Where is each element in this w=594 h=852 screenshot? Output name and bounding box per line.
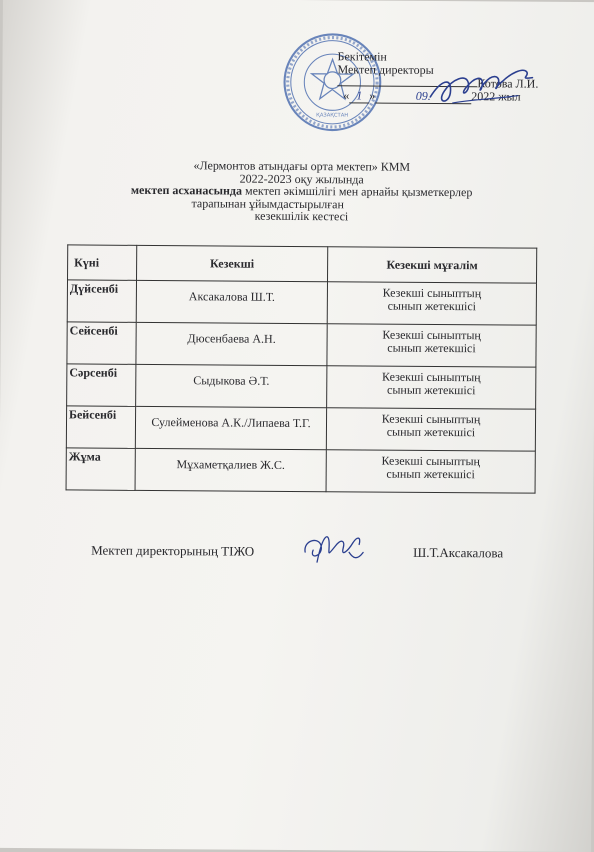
row-duty: Сулейменова А.К./Липаева Т.Г. (135, 406, 326, 449)
col-day-header: Күні (68, 245, 137, 280)
table-row (67, 364, 536, 409)
director-name: Котова Л.И. (477, 76, 539, 91)
row-day: Сейсенбі (67, 322, 136, 364)
row-day: Бейсенбі (66, 406, 135, 448)
col-duty-header: Кезекші (137, 245, 328, 281)
row-duty: Аксакалова Ш.Т. (136, 280, 327, 323)
approved-label: Бекітемін (337, 49, 387, 64)
school-name: «Лермонтов атындағы орта мектеп» КММ (193, 158, 411, 174)
table-row (67, 322, 536, 367)
deputy-signature (299, 522, 369, 572)
row-role: Кезекші сыныптың сынып жетекшісі (327, 282, 536, 325)
table-row (67, 280, 536, 325)
director-title: Мектеп директоры (337, 62, 434, 77)
row-day: Жұма (66, 448, 135, 490)
row-day: Сәрсенбі (67, 364, 136, 406)
row-duty: Дюсенбаева А.Н. (136, 322, 327, 365)
footer-name: Ш.Т.Аксакалова (413, 544, 504, 561)
row-duty: Сыдыкова Ә.Т. (136, 364, 327, 407)
approval-date: « 1 » 09. 2022 жыл (343, 88, 521, 104)
col-teacher-header: Кезекші мұғалім (328, 247, 537, 283)
svg-text:ҚАЗАҚСТАН: ҚАЗАҚСТАН (316, 112, 349, 119)
subject-line: мектеп асханасында мектеп әкімшілігі мен арнайы қызметкерлер (130, 182, 473, 200)
document-header (81, 158, 521, 224)
organized-by: тарапынан ұйымдастырылған (191, 195, 345, 211)
table-row (66, 448, 535, 493)
academic-year: 2022-2023 оқу жылында (239, 171, 364, 186)
director-signature (422, 53, 542, 114)
duty-schedule-table (66, 244, 538, 493)
table-header-row (68, 245, 537, 283)
row-role: Кезекші сыныптың сынып жетекшісі (326, 450, 535, 493)
row-day: Дүйсенбі (67, 280, 136, 322)
schedule-title: кезекшілік кестесі (254, 208, 349, 224)
row-role: Кезекші сыныптың сынып жетекшісі (326, 408, 535, 451)
row-duty: Мұхаметқалиев Ж.С. (135, 448, 326, 491)
row-role: Кезекші сыныптың сынып жетекшісі (327, 324, 536, 367)
date-year: 2022 жыл (471, 89, 521, 104)
table-row (66, 406, 535, 451)
date-day: 1 (349, 89, 369, 103)
row-role: Кезекші сыныптың сынып жетекшісі (327, 366, 536, 409)
footer-position: Мектеп директорының ТІЖО (91, 542, 255, 559)
date-month: 09. (375, 90, 471, 105)
